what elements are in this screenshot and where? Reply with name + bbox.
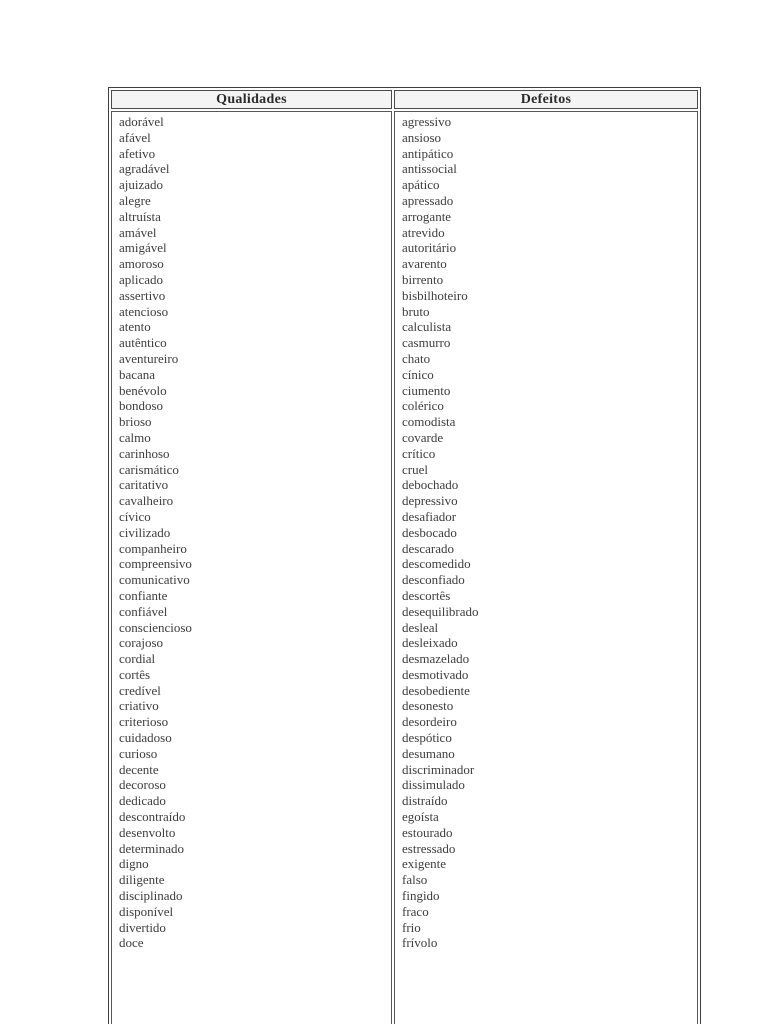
word-item: crítico bbox=[402, 445, 436, 461]
word-item: cortês bbox=[119, 666, 151, 682]
word-item: apático bbox=[402, 177, 440, 193]
word-item: despótico bbox=[402, 730, 452, 746]
word-item: desafiador bbox=[402, 508, 457, 524]
word-item: dissimulado bbox=[402, 777, 465, 793]
word-item: desbocado bbox=[402, 524, 457, 540]
word-item: fraco bbox=[402, 903, 429, 919]
word-item: dedicado bbox=[119, 793, 166, 809]
word-item: desconfiado bbox=[402, 572, 465, 588]
word-item: bacana bbox=[119, 366, 156, 382]
word-item: desobediente bbox=[402, 682, 470, 698]
word-item: caritativo bbox=[119, 477, 169, 493]
table-header-row bbox=[111, 90, 698, 109]
word-item: curioso bbox=[119, 745, 158, 761]
word-item: amável bbox=[119, 224, 157, 240]
word-item: comunicativo bbox=[119, 572, 190, 588]
word-item: debochado bbox=[402, 477, 459, 493]
word-item: antissocial bbox=[402, 161, 457, 177]
word-item: benévolo bbox=[119, 382, 167, 398]
word-item: calmo bbox=[119, 429, 151, 445]
word-item: atencioso bbox=[119, 303, 169, 319]
word-item: bondoso bbox=[119, 398, 164, 414]
word-item: afetivo bbox=[119, 145, 156, 161]
word-item: ajuizado bbox=[119, 177, 164, 193]
word-item: ciumento bbox=[402, 382, 451, 398]
word-item: distraído bbox=[402, 793, 448, 809]
word-item: desenvolto bbox=[119, 824, 176, 840]
word-item: bisbilhoteiro bbox=[402, 287, 468, 303]
word-item: diligente bbox=[119, 872, 165, 888]
word-item: ansioso bbox=[402, 129, 441, 145]
word-item: cívico bbox=[119, 508, 151, 524]
word-item: consciencioso bbox=[119, 619, 192, 635]
word-item: disciplinado bbox=[119, 888, 183, 904]
word-item: descarado bbox=[402, 540, 454, 556]
word-item: fingido bbox=[402, 888, 440, 904]
word-item: covarde bbox=[402, 429, 444, 445]
word-item: exigente bbox=[402, 856, 447, 872]
word-item: amigável bbox=[119, 240, 167, 256]
word-item: aplicado bbox=[119, 271, 164, 287]
word-item: desordeiro bbox=[402, 714, 457, 730]
word-item: doce bbox=[119, 935, 144, 951]
word-item: comodista bbox=[402, 414, 456, 430]
word-item: companheiro bbox=[119, 540, 187, 556]
word-item: desleal bbox=[402, 619, 439, 635]
word-item: apressado bbox=[402, 192, 454, 208]
word-item: cuidadoso bbox=[119, 730, 172, 746]
word-item: autoritário bbox=[402, 240, 457, 256]
word-item: chato bbox=[402, 350, 431, 366]
word-item: adorável bbox=[119, 114, 164, 129]
word-item: assertivo bbox=[119, 287, 166, 303]
word-item: carismático bbox=[119, 461, 179, 477]
word-item: atento bbox=[119, 319, 151, 335]
defects-cell bbox=[394, 111, 698, 1024]
word-item: aventureiro bbox=[119, 350, 179, 366]
word-item: civilizado bbox=[119, 524, 171, 540]
word-item: cavalheiro bbox=[119, 493, 174, 509]
word-item: agradável bbox=[119, 161, 170, 177]
word-item: cruel bbox=[402, 461, 428, 477]
word-item: egoísta bbox=[402, 809, 439, 825]
word-item: descortês bbox=[402, 587, 451, 603]
word-item: confiante bbox=[119, 587, 168, 603]
word-item: autêntico bbox=[119, 335, 167, 351]
word-item: decente bbox=[119, 761, 159, 777]
word-item: frio bbox=[402, 919, 421, 935]
word-item: amoroso bbox=[119, 256, 164, 272]
word-item: altruísta bbox=[119, 208, 161, 224]
word-item: criativo bbox=[119, 698, 159, 714]
word-item: depressivo bbox=[402, 493, 458, 509]
word-item: credível bbox=[119, 682, 161, 698]
word-item: carinhoso bbox=[119, 445, 170, 461]
word-item: afável bbox=[119, 129, 151, 145]
word-item: cínico bbox=[402, 366, 434, 382]
word-item: determinado bbox=[119, 840, 184, 856]
word-item: casmurro bbox=[402, 335, 451, 351]
word-item: falso bbox=[402, 872, 428, 888]
qualities-defects-table bbox=[108, 87, 701, 1024]
column-header-defects: Defeitos bbox=[394, 90, 698, 109]
word-item: divertido bbox=[119, 919, 166, 935]
word-item: calculista bbox=[402, 319, 452, 335]
word-item: confiável bbox=[119, 603, 168, 619]
column-header-qualities: Qualidades bbox=[111, 90, 392, 109]
word-item: brioso bbox=[119, 414, 152, 430]
word-item: avarento bbox=[402, 256, 447, 272]
word-item: desumano bbox=[402, 745, 455, 761]
word-item: discriminador bbox=[402, 761, 475, 777]
word-item: disponível bbox=[119, 903, 174, 919]
word-item: desleixado bbox=[402, 635, 458, 651]
word-item: descontraído bbox=[119, 809, 186, 825]
qualities-cell bbox=[111, 111, 392, 1024]
word-item: desequilibrado bbox=[402, 603, 479, 619]
word-item: descomedido bbox=[402, 556, 471, 572]
word-item: digno bbox=[119, 856, 149, 872]
word-item: colérico bbox=[402, 398, 444, 414]
word-item: corajoso bbox=[119, 635, 164, 651]
word-item: desonesto bbox=[402, 698, 454, 714]
word-item: frívolo bbox=[402, 935, 438, 951]
word-item: desmazelado bbox=[402, 651, 470, 667]
word-item: arrogante bbox=[402, 208, 452, 224]
table-body-row bbox=[111, 111, 698, 1024]
word-item: estourado bbox=[402, 824, 453, 840]
word-item: criterioso bbox=[119, 714, 169, 730]
word-item: estressado bbox=[402, 840, 456, 856]
word-item: decoroso bbox=[119, 777, 166, 793]
word-item: agressivo bbox=[402, 114, 452, 129]
word-item: desmotivado bbox=[402, 666, 469, 682]
word-item: antipático bbox=[402, 145, 454, 161]
word-item: birrento bbox=[402, 271, 444, 287]
word-item: alegre bbox=[119, 192, 151, 208]
word-item: cordial bbox=[119, 651, 156, 667]
word-item: compreensivo bbox=[119, 556, 192, 572]
word-item: atrevido bbox=[402, 224, 445, 240]
word-item: bruto bbox=[402, 303, 430, 319]
